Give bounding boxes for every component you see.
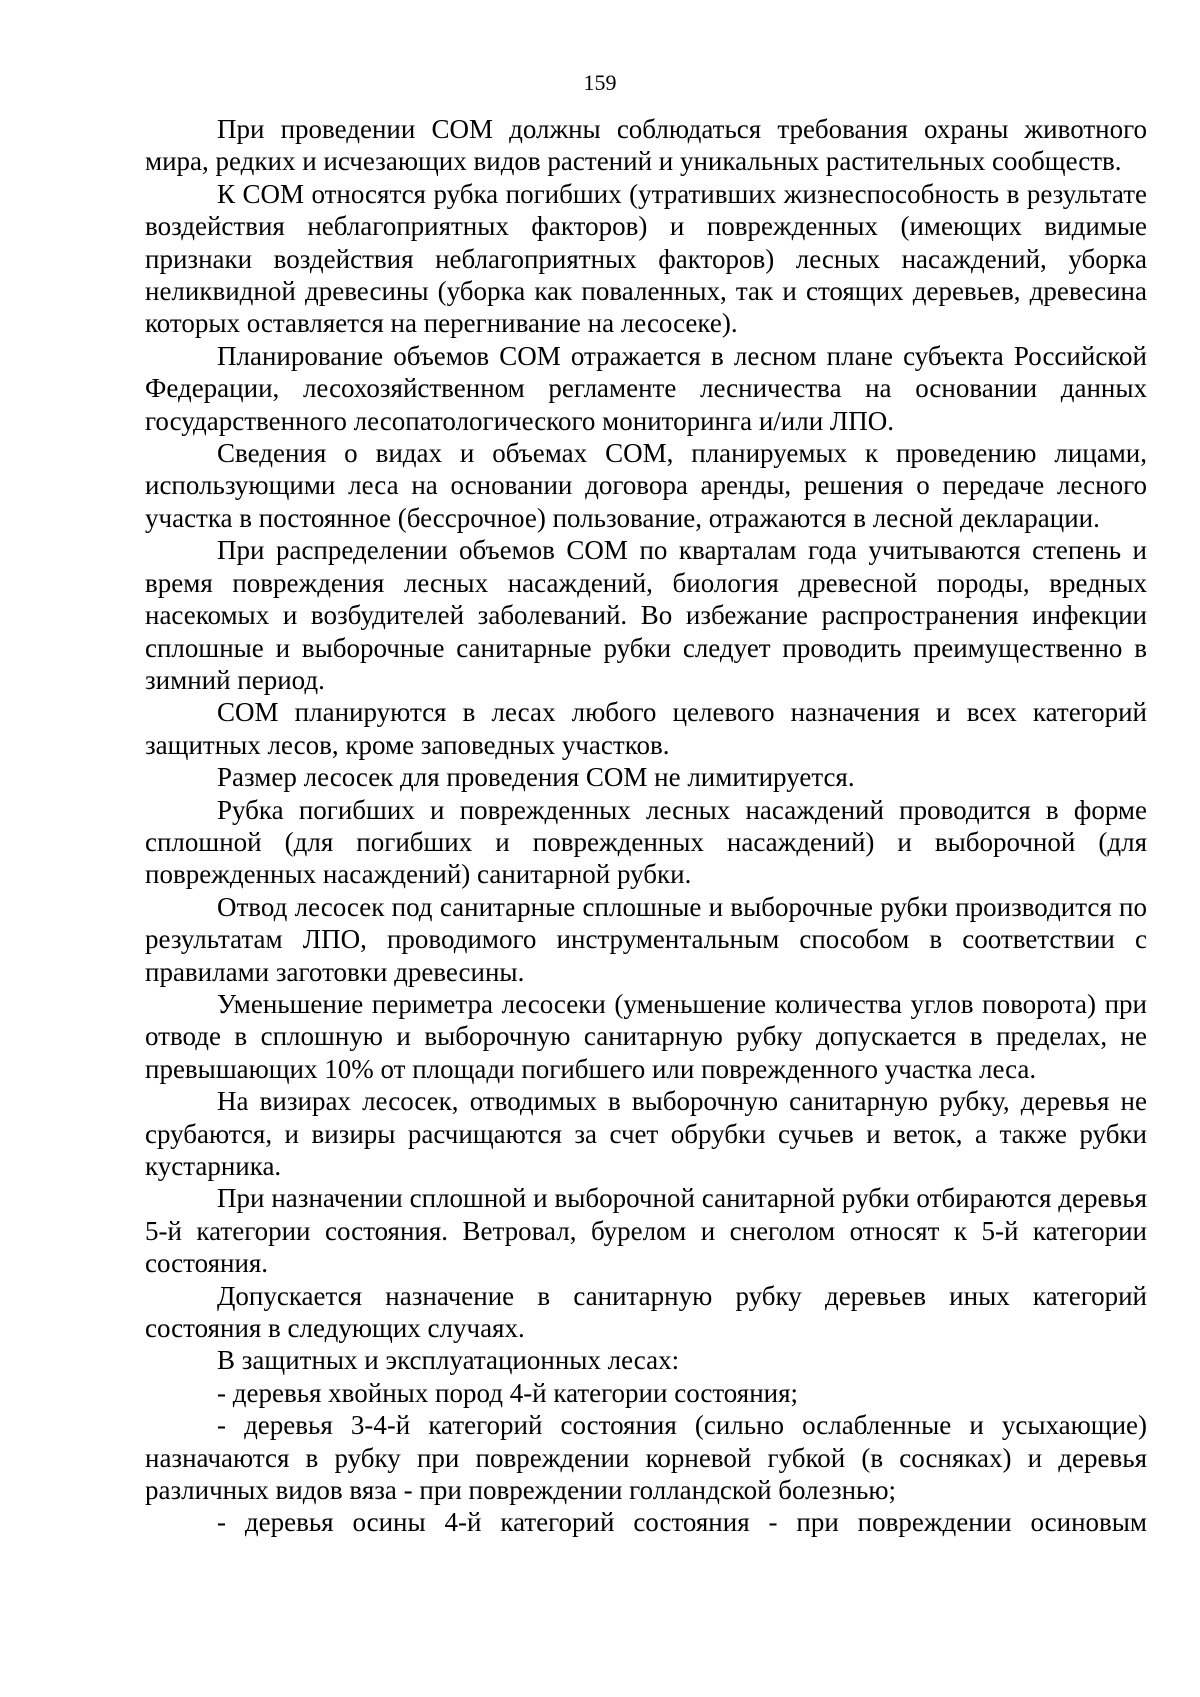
- paragraph: Уменьшение периметра лесосеки (уменьшение количества углов поворота) при отводе в сплошную и выборочную санитарную рубку допускается в пределах, не превышающих 10% от площади погибшего или поврежденного участка леса.: [145, 988, 1147, 1084]
- paragraph: В защитных и эксплуатационных лесах:: [217, 1345, 680, 1376]
- paragraph: На визирах лесосек, отводимых в выборочную санитарную рубку, деревья не срубаются, и визиры расчищаются за счет обрубки сучьев и веток, а также рубки кустарника.: [145, 1086, 1147, 1181]
- paragraph: Сведения о видах и объемах СОМ, планируемых к проведению лицами, использующими леса на основании договора аренды, решения о передаче лесного участка в постоянное (бессрочное) пользование, отражаются в лесной декларации.: [145, 438, 1147, 533]
- paragraph: К СОМ относятся рубка погибших (утративших жизнеспособность в результате воздействия неблагоприятных факторов) и поврежденных (имеющих видимые признаки воздействия неблагоприятных факторов) лесных насаждений, уборка неликвидной древесины (уборка как поваленных, так и стоящих деревьев, древесина которых оставляется на перегнивание на лесосеке).: [145, 178, 1147, 339]
- paragraph: При распределении объемов СОМ по кварталам года учитываются степень и время повреждения лесных насаждений, биология древесной породы, вредных насекомых и возбудителей заболеваний. Во избежание распространения инфекции сплошные и выборочные санитарные рубки следует проводить преимущественно в зимний период.: [145, 535, 1147, 695]
- list-item: - деревья хвойных пород 4-й категории состояния;: [217, 1377, 799, 1408]
- document-body: [145, 113, 1147, 1539]
- paragraph: Рубка погибших и поврежденных лесных насаждений проводится в форме сплошной (для погибших и поврежденных насаждений) и выборочной (для поврежденных насаждений) санитарной рубки.: [145, 794, 1147, 890]
- paragraph: Размер лесосек для проведения СОМ не лимитируется.: [217, 762, 855, 793]
- paragraph: Допускается назначение в санитарную рубку деревьев иных категорий состояния в следующих случаях.: [145, 1280, 1147, 1344]
- page-number: 159: [583, 70, 617, 95]
- paragraph: При проведении СОМ должны соблюдаться требования охраны животного мира, редких и исчезающих видов растений и уникальных растительных сообществ.: [145, 114, 1147, 177]
- list-item: - деревья осины 4-й категорий состояния - при повреждении осиновым: [217, 1507, 1147, 1538]
- paragraph: СОМ планируются в лесах любого целевого назначения и всех категорий защитных лесов, кроме заповедных участков.: [145, 697, 1147, 760]
- list-item: - деревья 3-4-й категорий состояния (сильно ослабленные и усыхающие) назначаются в рубку при повреждении корневой губкой (в сосняках) и деревья различных видов вяза - при повреждении голландской болезнью;: [145, 1410, 1147, 1506]
- paragraph: При назначении сплошной и выборочной санитарной рубки отбираются деревья 5-й категории состояния. Ветровал, бурелом и снеголом относят к 5-й категории состояния.: [145, 1183, 1147, 1279]
- paragraph: Отвод лесосек под санитарные сплошные и выборочные рубки производится по результатам ЛПО, проводимого инструментальным способом в соответствии с правилами заготовки древесины.: [145, 891, 1147, 987]
- paragraph: Планирование объемов СОМ отражается в лесном плане субъекта Российской Федерации, лесохозяйственном регламенте лесничества на основании данных государственного лесопатологического мониторинга и/или ЛПО.: [145, 340, 1147, 436]
